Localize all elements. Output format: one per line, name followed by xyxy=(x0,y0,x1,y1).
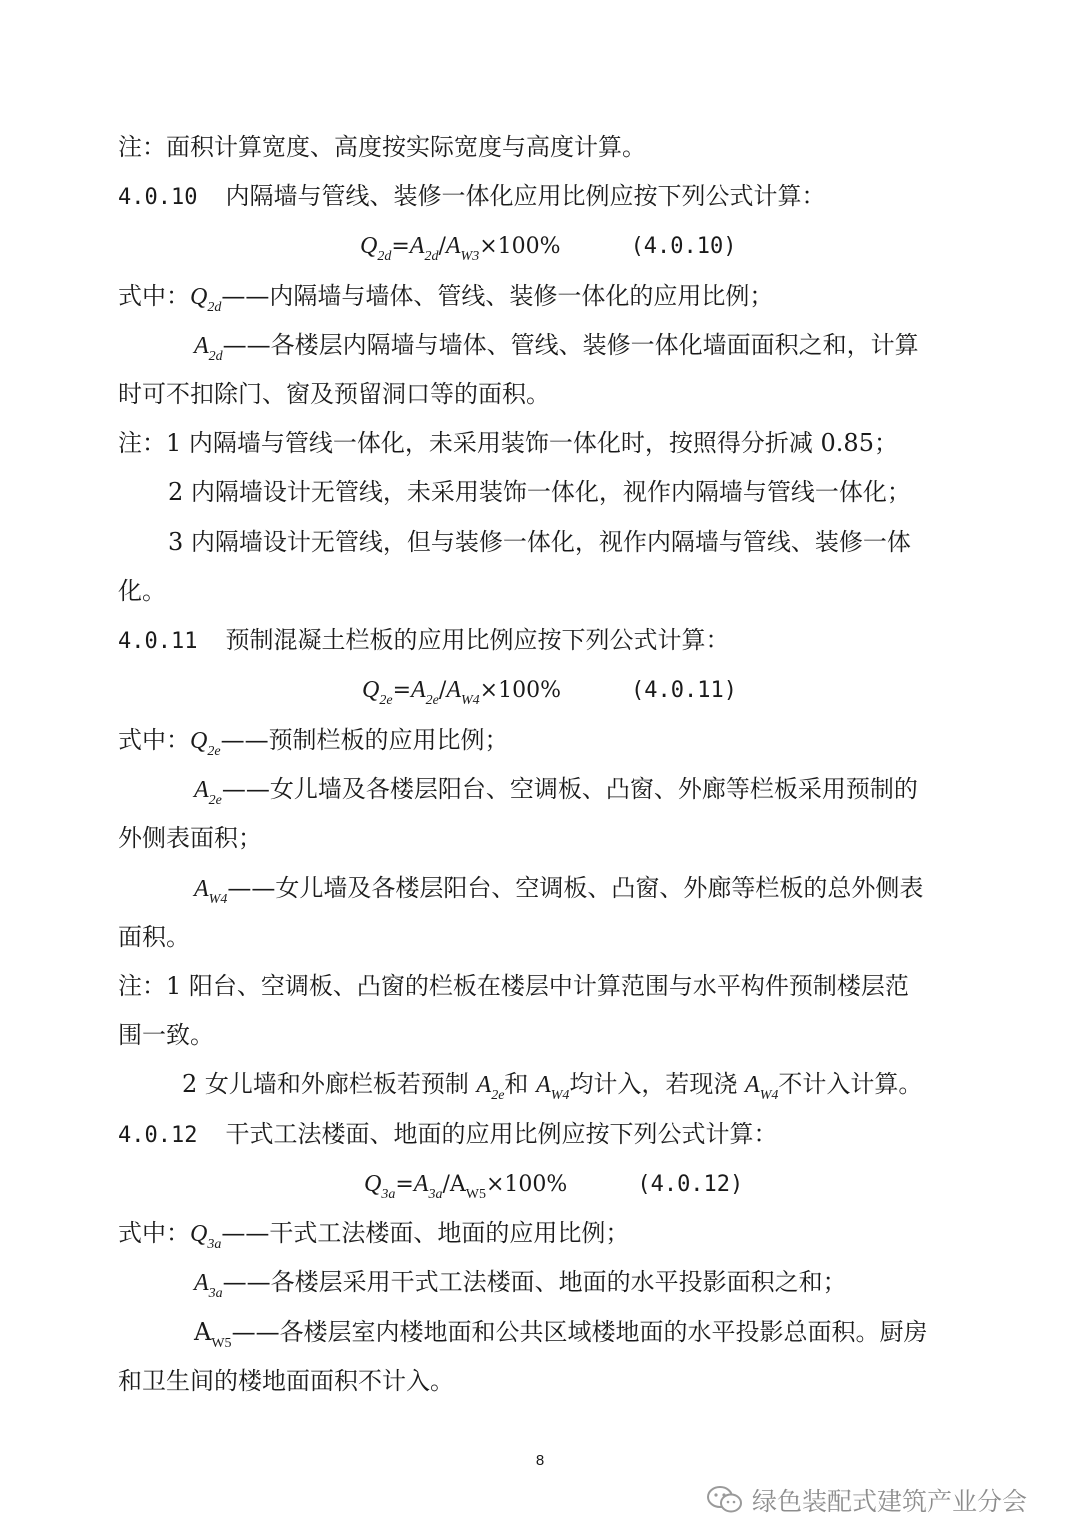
definition-a2e: $A_{2e}——$女儿墙及各楼层阳台、空调板、凸窗、外廊等栏板采用预制的 xyxy=(194,775,918,808)
formula-4-0-12: $Q_{3a}=A_{3a}/A_{W5}\times 100\%$ (4.0.12) xyxy=(364,1171,744,1202)
watermark xyxy=(706,1480,1027,1520)
wechat-icon xyxy=(706,1484,744,1516)
formula-4-0-11: $Q_{2e}=A_{2e}/A_{W4}\times 100\%$ (4.0.11) xyxy=(362,677,737,708)
note-1-railing: 注：1 阳台、空调板、凸窗的栏板在楼层中计算范围与水平构件预制楼层范 xyxy=(118,972,909,1000)
equation-number: (4.0.10) xyxy=(630,234,737,259)
definition-q2e: 式中：$Q_{2e}——$预制栏板的应用比例； xyxy=(118,726,509,759)
note-2: 2 内隔墙设计无管线，未采用装饰一体化，视作内隔墙与管线一体化； xyxy=(168,478,911,506)
clause-4-0-10 xyxy=(118,181,825,213)
formula-4-0-10: $Q_{2d}=A_{2d}/A_{W3}\times 100\%$ (4.0.10) xyxy=(360,233,737,264)
clause-text: 干式工法楼面、地面的应用比例应按下列公式计算： xyxy=(225,1120,778,1148)
note-1-railing-cont: 围一致。 xyxy=(118,1021,214,1049)
equation-number: (4.0.11) xyxy=(631,678,737,703)
note-3: 3 内隔墙设计无管线，但与装修一体化，视作内隔墙与管线、装修一体 xyxy=(168,528,911,556)
clause-text: 预制混凝土栏板的应用比例应按下列公式计算： xyxy=(225,626,730,654)
page-number: 8 xyxy=(535,1452,545,1469)
note-3-cont: 化。 xyxy=(118,577,166,605)
clause-number: 4.0.11 xyxy=(118,629,198,654)
clause-4-0-11 xyxy=(118,625,729,657)
clause-number: 4.0.12 xyxy=(118,1123,198,1148)
clause-4-0-12 xyxy=(118,1119,777,1151)
definition-a2d-cont: 时可不扣除门、窗及预留洞口等的面积。 xyxy=(118,380,550,408)
note-area-calc: 注：面积计算宽度、高度按实际宽度与高度计算。 xyxy=(118,133,646,161)
note-1: 注：1 内隔墙与管线一体化，未采用装饰一体化时，按照得分折减 0.85； xyxy=(118,429,898,457)
definition-aw4-cont: 面积。 xyxy=(118,923,190,951)
definition-q2d: 式中：$Q_{2d}——$内隔墙与墙体、管线、装修一体化的应用比例； xyxy=(118,282,774,315)
definition-a2e-cont: 外侧表面积； xyxy=(118,824,262,852)
clause-number: 4.0.10 xyxy=(118,185,198,210)
definition-aw4: $A_{W4}——$女儿墙及各楼层阳台、空调板、凸窗、外廊等栏板的总外侧表 xyxy=(194,874,924,907)
definition-q3a: 式中：$Q_{3a}——$干式工法楼面、地面的应用比例； xyxy=(118,1219,630,1252)
watermark-text: 绿色装配式建筑产业分会 xyxy=(752,1487,1028,1516)
definition-aw5-cont: 和卫生间的楼地面面积不计入。 xyxy=(118,1367,454,1395)
equation-number: (4.0.12) xyxy=(637,1172,744,1197)
note-2-railing: 2 女儿墙和外廊栏板若预制 $A_{2e}$和 $A_{W4}$均计入，若现浇 $A_{W4}$不计入计算。 xyxy=(182,1070,923,1103)
clause-text: 内隔墙与管线、装修一体化应用比例应按下列公式计算： xyxy=(225,182,826,210)
definition-a3a: $A_{3a}——$各楼层采用干式工法楼面、地面的水平投影面积之和； xyxy=(194,1268,847,1301)
definition-aw5: $A_{W5}——$各楼层室内楼地面和公共区域楼地面的水平投影总面积。厨房 xyxy=(194,1318,928,1351)
definition-a2d: $A_{2d}——$各楼层内隔墙与墙体、管线、装修一体化墙面面积之和，计算 xyxy=(194,331,919,364)
